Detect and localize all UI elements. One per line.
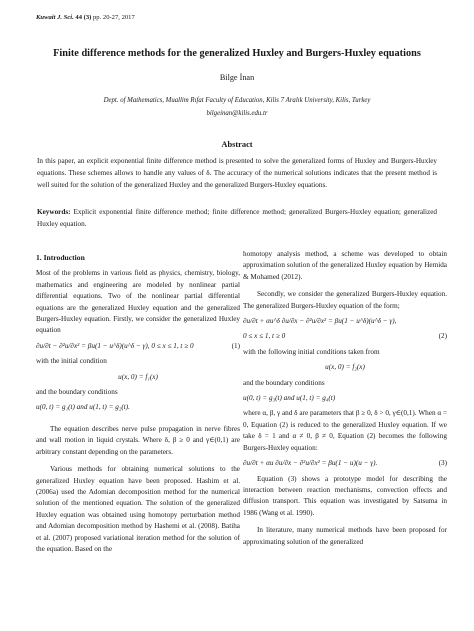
paragraph: homotopy analysis method, a scheme was developed to obtain approximation solution of the generalized Huxley equation by Hemida & Mohamed (2012). [243, 250, 447, 281]
journal-volume: 44 (3) [75, 14, 92, 21]
journal-name: Kuwait J. Sci. [36, 14, 74, 21]
equation-3 [243, 458, 447, 469]
paragraph: The equation describes nerve pulse propagation in nerve fibres and wall motion in liquid crystals. Where δ, β ≥ 0 and γ∈(0,1) are arbitrary constant depending on the parameters. [36, 424, 240, 456]
equation-1-body: ∂u/∂t − ∂²u/∂x² = βu(1 − u^δ)(u^δ − γ), 0 ≤ x ≤ 1, t ≥ 0 [36, 341, 194, 350]
keywords [37, 207, 437, 231]
left-column [36, 252, 240, 555]
section-heading: 1. Introduction [36, 253, 85, 262]
paragraph: and the boundary conditions [36, 388, 118, 397]
journal-pages: pp. 20-27, 2017 [93, 14, 135, 21]
paragraph: and the boundary conditions [243, 378, 325, 387]
initial-condition-2: u(x, 0) = f₂(x) [325, 363, 365, 372]
equation-3-number: (3) [438, 459, 447, 468]
equation-2-number: (2) [438, 332, 447, 341]
paragraph: In literature, many numerical methods have been proposed for approximating solution of the generalized [243, 526, 447, 546]
equation-2-domain: 0 ≤ x ≤ 1, t ≥ 0 [243, 332, 286, 341]
equation-1 [36, 341, 240, 352]
author-name: Bilge İnan [219, 73, 255, 82]
intro-paragraph: Most of the problems in various field as physics, chemistry, biology, mathematics and engineering are modeled by nonlinear partial differential equations. Two of the nonlinear partial differential equations are the generalized Huxley equation and the generalized Burgers-Huxley equation. Firstly, we consider the generalized Huxley equation [36, 269, 240, 335]
boundary-condition-1: u(0, t) = g₁(t) and u(1, t) = g₂(t). [36, 403, 130, 412]
equation-1-number: (1) [231, 341, 240, 350]
paragraph: Secondly, we consider the generalized Burgers-Huxley equation. The generalized Burgers-Huxley equation of the form; [243, 290, 447, 310]
paragraph: with the following initial conditions taken from [243, 347, 380, 356]
paper-title: Finite difference methods for the generalized Huxley and Burgers-Huxley equations [53, 48, 421, 59]
paragraph: Various methods for obtaining numerical solutions to the generalized Huxley equation have been proposed. Hashim et al. (2006a) used the Adomian decomposition method for the numerical solution of the mentioned equation. The solution of the generalized Huxley equation was obtained using homotopy perturbation method and Adomian decomposition method by Hashemi et al. (2008). Batiha et al. (2007) proposed variational iteration method for the solution of the equation. Based on the [36, 465, 240, 553]
journal-header [36, 14, 135, 21]
equation-2-line-1: ∂u/∂t + αu^δ ∂u/∂x − ∂²u/∂x² = βu(1 − u^δ)(u^δ − γ), [243, 317, 397, 326]
equation-2-line-2 [243, 331, 447, 342]
boundary-condition-2: u(0, t) = g₃(t) and u(1, t) = g₄(t) [243, 394, 336, 403]
abstract-heading: Abstract [221, 140, 253, 149]
paragraph: where α, β, γ and δ are parameters that β ≥ 0, δ > 0, γ∈(0,1). When α = 0, Equation (2) is reduced to the generalized Huxley equation. If we take δ = 1 and α ≠ 0, β ≠ 0, Equation (2) becomes the following Burgers-Huxley equation: [243, 409, 447, 452]
equation-3-body: ∂u/∂t + αu ∂u/∂x − ∂²u/∂x² = βu(1 − u)(u − γ). [243, 459, 378, 468]
keywords-label: Keywords: [37, 208, 71, 216]
paragraph: with the initial condition [36, 357, 107, 366]
paragraph: Equation (3) shows a prototype model for describing the interaction between reaction mechanisms, convection effects and diffusion transport. This equation was investigated by Satsuma in 1986 (Wang et al. 1990). [243, 474, 447, 517]
right-column [243, 249, 447, 548]
initial-condition-1: u(x, 0) = f₁(x) [118, 372, 158, 381]
keywords-text: Explicit exponential finite difference method; finite difference method; generalized Burgers-Huxley equation; generalized Huxley equation. [37, 208, 438, 228]
email-link[interactable]: bilgeinan@kilis.edu.tr [206, 110, 268, 117]
abstract-text: In this paper, an explicit exponential finite difference method is presented to solve the generalized forms of Huxley and Burgers-Huxley equations. These schemes allows to handle any values of δ. The accuracy of the numerical solutions indicates that the present method is well suited for the solution of the generalized Huxley and the generalized Burgers-Huxley equations. [37, 157, 437, 189]
affiliation: Dept. of Mathematics, Muallim Rıfat Faculty of Education, Kilis 7 Aralık University, Kilis, Turkey [103, 97, 371, 104]
